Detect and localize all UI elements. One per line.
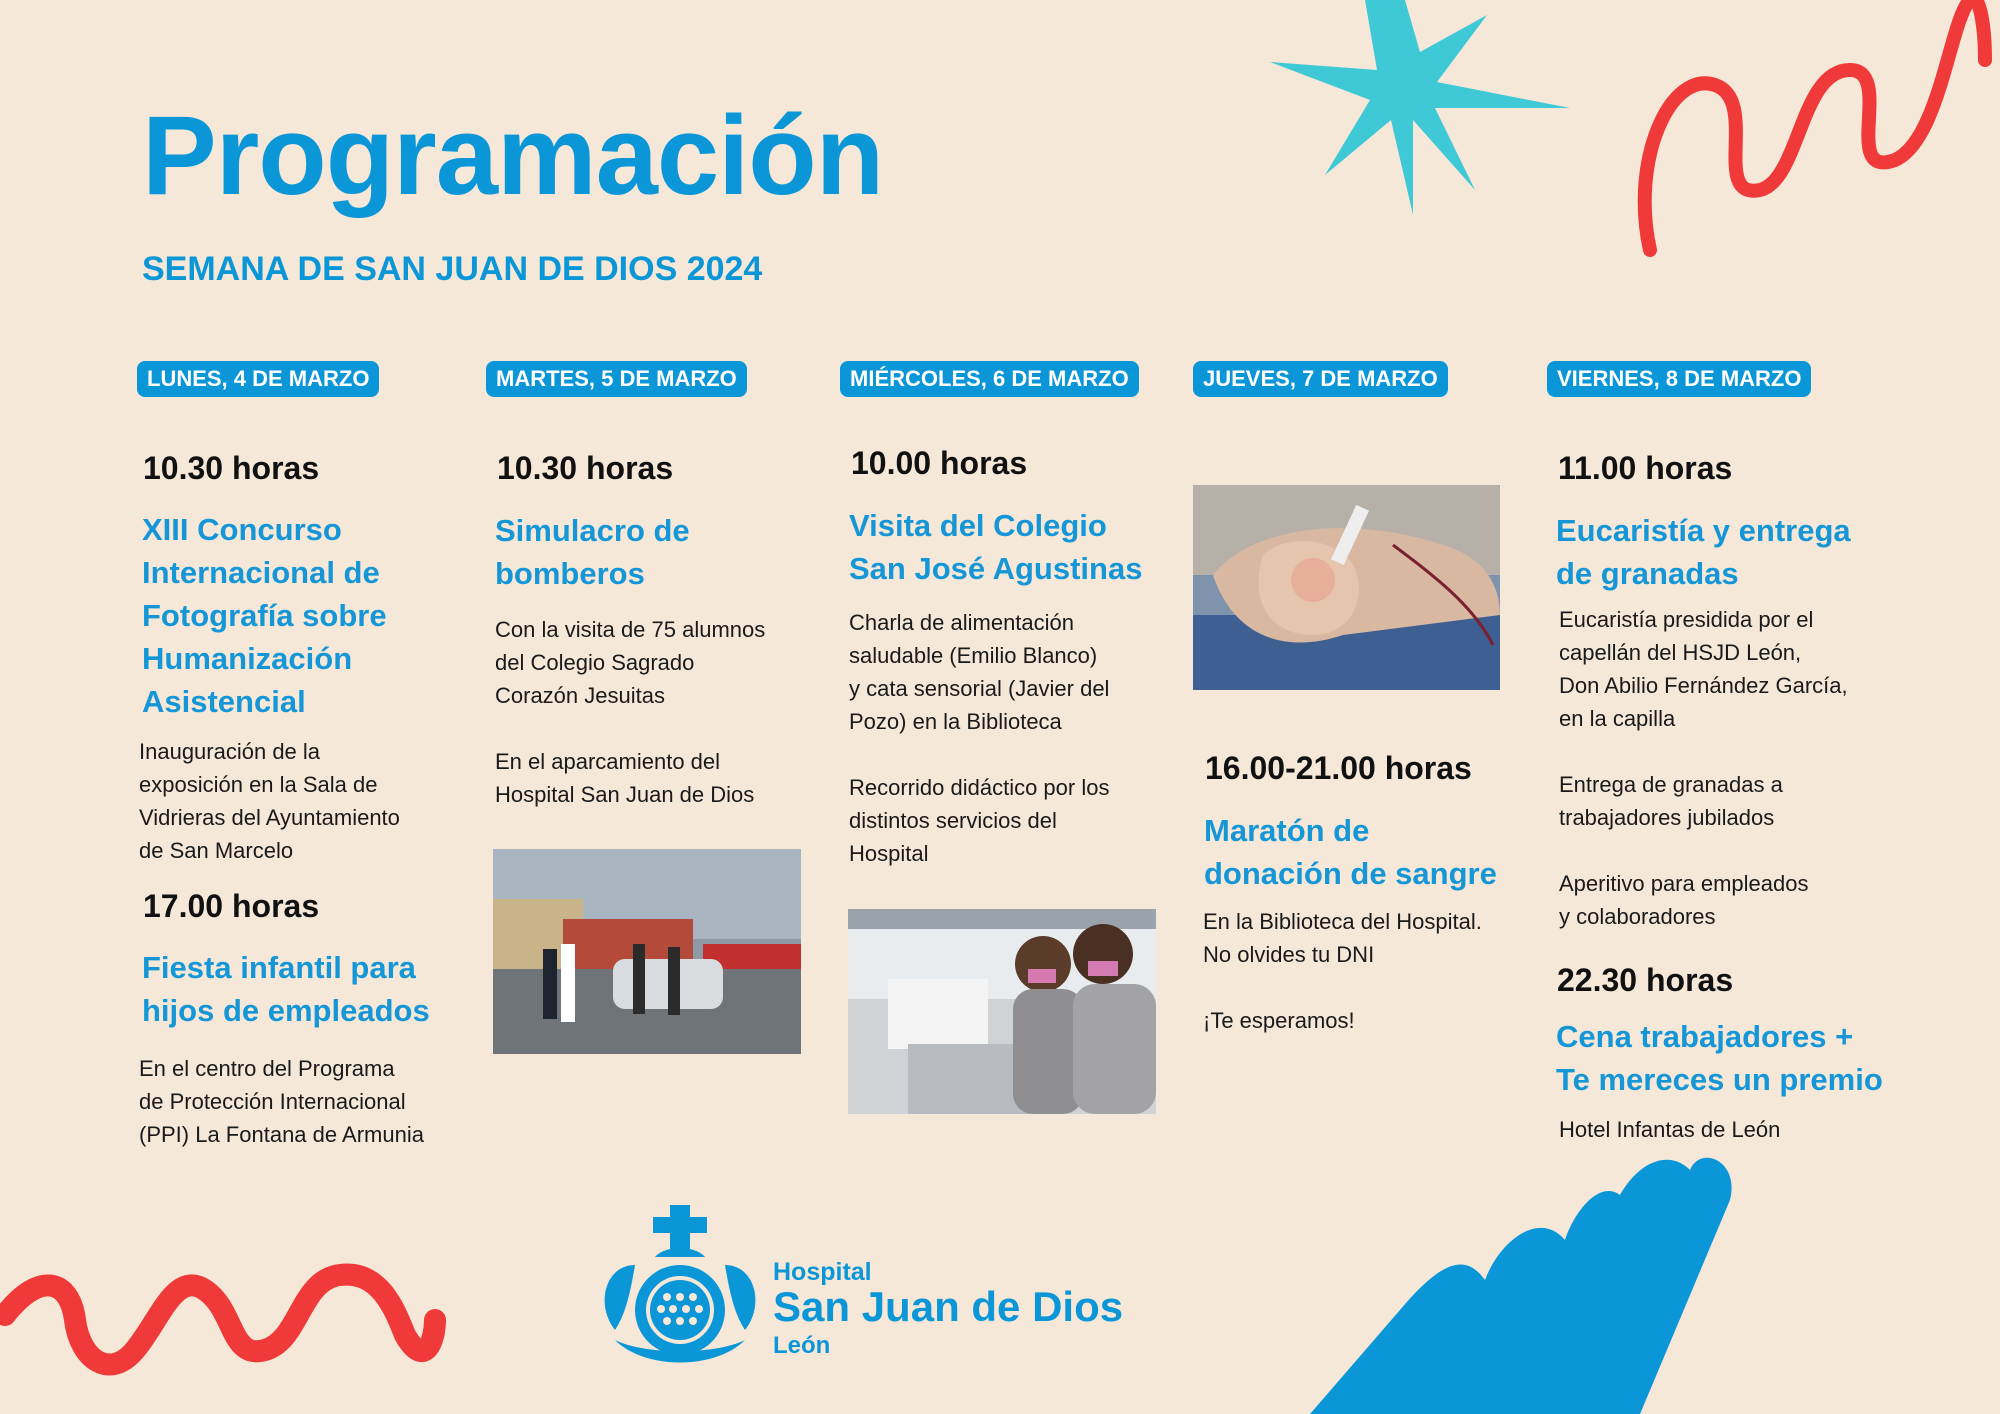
- event-description: Hotel Infantas de León: [1559, 1117, 1781, 1142]
- logo-line-hospital: Hospital: [773, 1258, 872, 1286]
- red-squiggle-top: [1620, 0, 2000, 260]
- event-time: 17.00 horas: [143, 888, 320, 924]
- event-title: Cena trabajadores + Te mereces un premio: [1556, 1019, 1883, 1097]
- event-time: 10.30 horas: [497, 450, 674, 486]
- day-badge-thursday: JUEVES, 7 DE MARZO: [1193, 361, 1448, 397]
- event-description: Charla de alimentación saludable (Emilio Blanco) y cata sensorial (Javier del Pozo) en la Biblioteca Recorrido didáctico por los distintos servicios del Hospital: [849, 610, 1110, 866]
- event-title: Simulacro de bomberos: [495, 513, 690, 591]
- event-description: En el centro del Programa de Protección Internacional (PPI) La Fontana de Armunia: [139, 1056, 424, 1147]
- event-time: 10.00 horas: [851, 445, 1028, 481]
- day-badge-monday: LUNES, 4 DE MARZO: [137, 361, 379, 397]
- event-description: Con la visita de 75 alumnos del Colegio Sagrado Corazón Jesuitas En el aparcamiento del Hospital San Juan de Dios: [495, 617, 766, 807]
- event-description: Inauguración de la exposición en la Sala de Vidrieras del Ayuntamiento de San Marcelo: [139, 739, 400, 863]
- logo-line-name: San Juan de Dios: [773, 1283, 1124, 1330]
- event-time: 11.00 horas: [1558, 450, 1733, 486]
- lab-microscope-photo: [848, 909, 1156, 1114]
- firefighter-drill-photo: [493, 849, 801, 1054]
- event-title: Visita del Colegio San José Agustinas: [849, 508, 1143, 586]
- event-title: Fiesta infantil para hijos de empleados: [142, 950, 430, 1028]
- red-squiggle-bottom: [0, 1250, 450, 1390]
- event-time: 22.30 horas: [1557, 962, 1734, 998]
- day-badge-wednesday: MIÉRCOLES, 6 DE MARZO: [840, 361, 1139, 397]
- logo-line-city: León: [773, 1332, 831, 1359]
- event-time: 16.00-21.00 horas: [1205, 750, 1472, 786]
- blood-donation-photo: [1193, 485, 1500, 690]
- event-time: 10.30 horas: [143, 450, 320, 486]
- blue-brush-decoration: [1310, 1150, 2000, 1414]
- hospital-pomegranate-icon: [595, 1205, 765, 1370]
- event-description: Eucaristía presidida por el capellán del HSJD León, Don Abilio Fernández García, en la capilla Entrega de granadas a trabajadores jubilados Aperitivo para empleados y colaboradores: [1559, 607, 1848, 929]
- event-description: En la Biblioteca del Hospital. No olvides tu DNI ¡Te esperamos!: [1203, 909, 1482, 1033]
- day-badge-friday: VIERNES, 8 DE MARZO: [1547, 361, 1811, 397]
- event-title: Eucaristía y entrega de granadas: [1556, 513, 1851, 591]
- page-subtitle: SEMANA DE SAN JUAN DE DIOS 2024: [142, 250, 763, 288]
- event-title: Maratón de donación de sangre: [1204, 813, 1497, 891]
- cyan-star-decoration: [1265, 0, 1575, 225]
- event-title: XIII Concurso Internacional de Fotografía sobre Humanización Asistencial: [142, 512, 387, 719]
- day-badge-tuesday: MARTES, 5 DE MARZO: [486, 361, 747, 397]
- page-title: Programación: [142, 93, 884, 218]
